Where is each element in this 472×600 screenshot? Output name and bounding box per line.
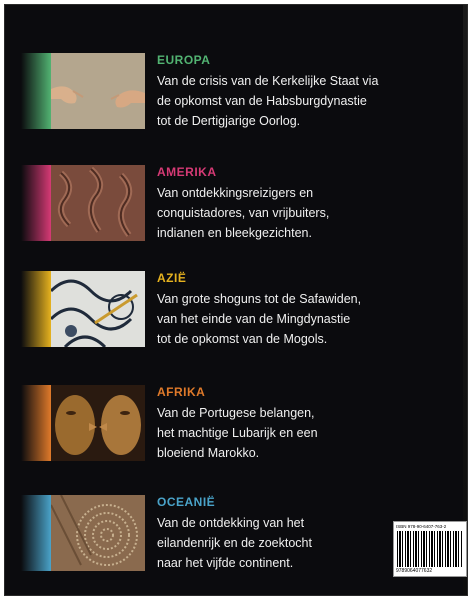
section-title: EUROPA bbox=[157, 53, 211, 67]
description-line: van het einde van de Mingdynastie bbox=[157, 312, 351, 326]
section-europa bbox=[21, 53, 461, 133]
isbn-barcode bbox=[393, 521, 467, 577]
description-line: tot de Dertigjarige Oorlog. bbox=[157, 114, 301, 128]
section-description bbox=[157, 289, 457, 349]
color-strip bbox=[21, 53, 51, 129]
woven-mat-image bbox=[51, 495, 145, 571]
description-line: Van de crisis van de Kerkelijke Staat via bbox=[157, 74, 379, 88]
section-description bbox=[157, 183, 457, 243]
isbn-text: ISBN 978-90-6407-763-2 bbox=[396, 524, 447, 529]
description-line: bloeiend Marokko. bbox=[157, 446, 260, 460]
porcelain-pattern-image bbox=[51, 271, 145, 347]
section-title: AMERIKA bbox=[157, 165, 217, 179]
color-strip bbox=[21, 385, 51, 461]
bronze-heads-image bbox=[51, 385, 145, 461]
section-afrika bbox=[21, 385, 461, 465]
section-title: AZIË bbox=[157, 271, 187, 285]
section-description bbox=[157, 403, 457, 463]
description-line: eilandenrijk en de zoektocht bbox=[157, 536, 312, 550]
barcode-number: 9789064077632 bbox=[396, 568, 433, 574]
description-line: het machtige Lubarijk en een bbox=[157, 426, 318, 440]
description-line: indianen en bleekgezichten. bbox=[157, 226, 312, 240]
color-strip bbox=[21, 165, 51, 241]
color-strip bbox=[21, 495, 51, 571]
section-amerika bbox=[21, 165, 461, 245]
description-line: conquistadores, van vrijbuiters, bbox=[157, 206, 330, 220]
section-azie bbox=[21, 271, 461, 351]
section-description bbox=[157, 71, 457, 131]
barcode-bars bbox=[397, 531, 463, 567]
description-line: de opkomst van de Habsburgdynastie bbox=[157, 94, 367, 108]
book-back-cover bbox=[4, 4, 468, 596]
carved-relief-image bbox=[51, 165, 145, 241]
description-line: Van de ontdekking van het bbox=[157, 516, 305, 530]
cover-spine-edge bbox=[463, 5, 467, 595]
section-title: AFRIKA bbox=[157, 385, 206, 399]
description-line: naar het vijfde continent. bbox=[157, 556, 294, 570]
section-title: OCEANIË bbox=[157, 495, 216, 509]
description-line: Van ontdekkingsreizigers en bbox=[157, 186, 314, 200]
description-line: Van grote shoguns tot de Safawiden, bbox=[157, 292, 362, 306]
description-line: Van de Portugese belangen, bbox=[157, 406, 315, 420]
fresco-hands-image bbox=[51, 53, 145, 129]
color-strip bbox=[21, 271, 51, 347]
description-line: tot de opkomst van de Mogols. bbox=[157, 332, 328, 346]
